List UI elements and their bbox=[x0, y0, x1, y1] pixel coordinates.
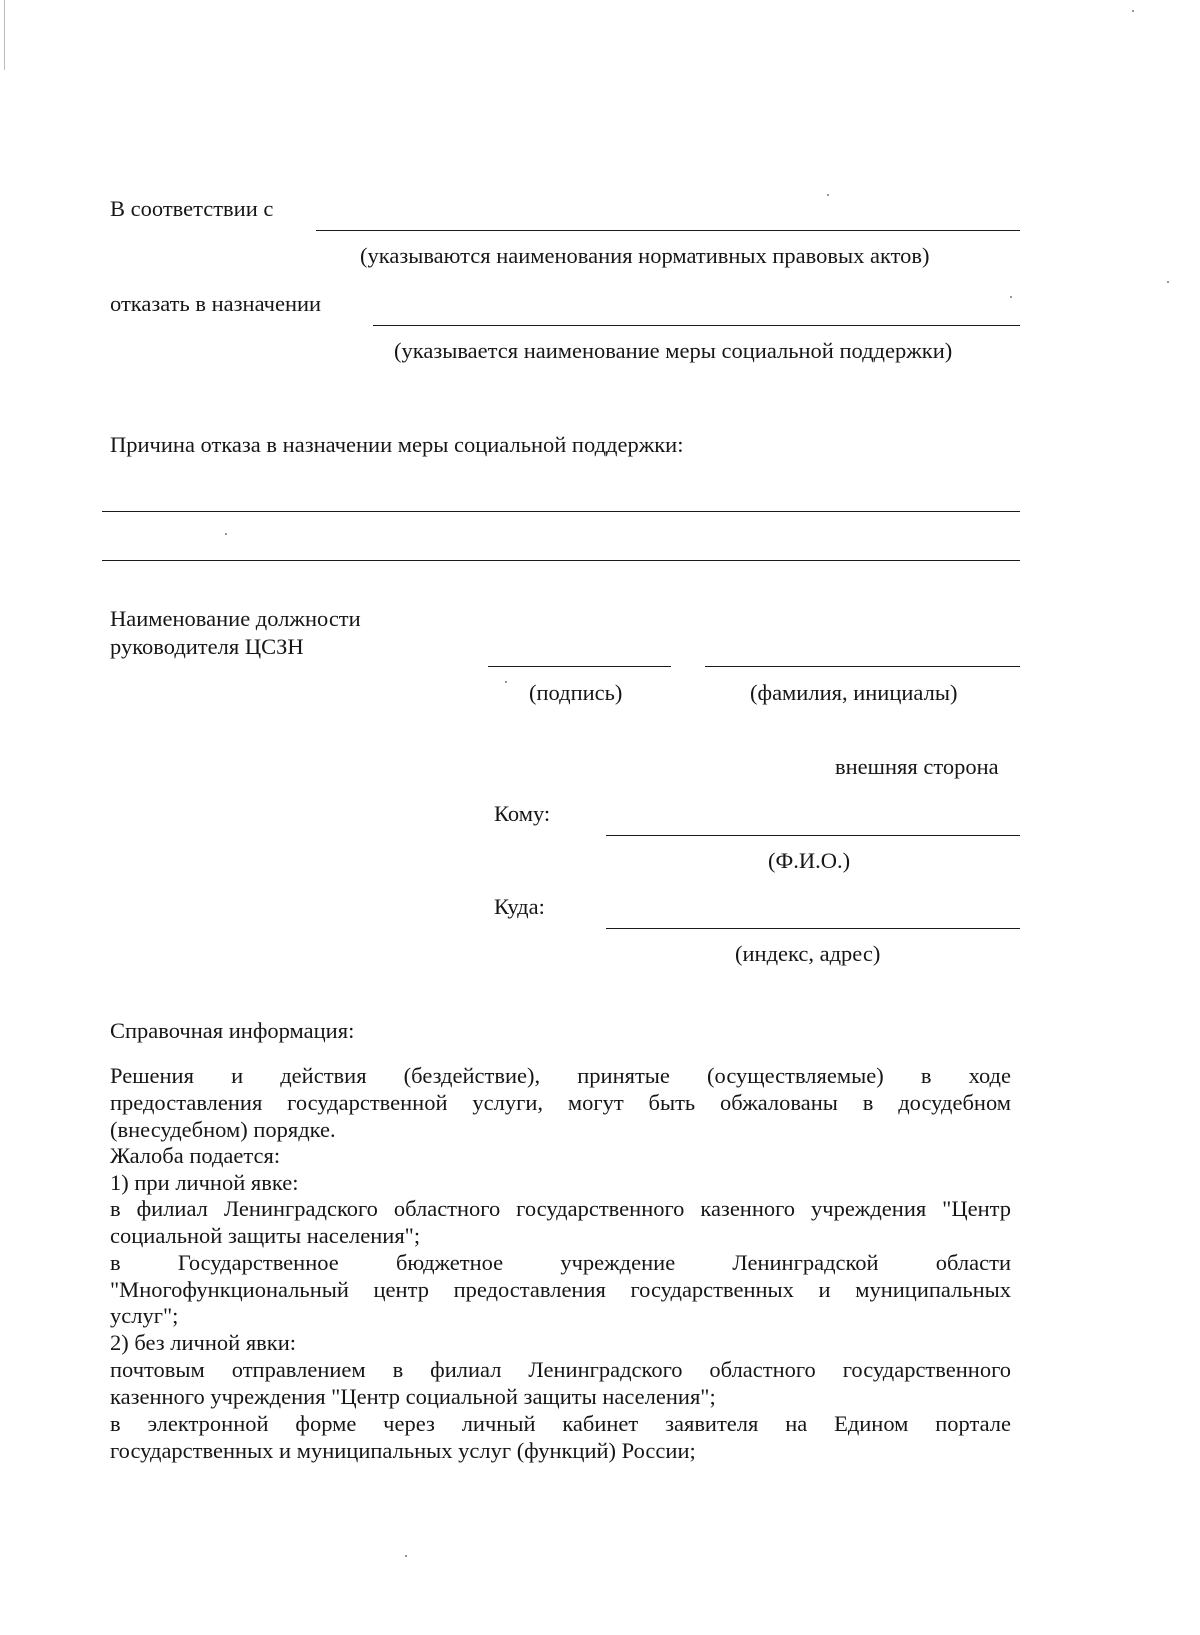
reason-blank-line-1[interactable] bbox=[102, 511, 1020, 512]
reference-title: Справочная информация: bbox=[110, 1018, 355, 1043]
mfc-line-3: услуг"; bbox=[110, 1303, 179, 1328]
mfc-line-1: в Государственное бюджетное учреждение Ленинградской области bbox=[110, 1250, 1011, 1275]
appeal-paragraph-line-1: Решения и действия (бездействие), принятые (осуществляемые) в ходе bbox=[110, 1063, 1011, 1088]
name-blank-line[interactable] bbox=[705, 666, 1020, 667]
postal-line-1: почтовым отправлением в филиал Ленинградского областного государственного bbox=[110, 1357, 1011, 1382]
accordance-label: В соответствии с bbox=[110, 196, 274, 221]
complaint-submitted-label: Жалоба подается: bbox=[110, 1143, 281, 1168]
remote-label: 2) без личной явки: bbox=[110, 1330, 297, 1355]
recipient-blank-line[interactable] bbox=[606, 835, 1020, 836]
scan-speck bbox=[405, 1555, 407, 1557]
scan-speck bbox=[225, 533, 227, 535]
position-line-2: руководителя ЦСЗН bbox=[110, 634, 304, 659]
refuse-label: отказать в назначении bbox=[110, 291, 322, 316]
measure-hint: (указывается наименование меры социальной поддержки) bbox=[394, 338, 953, 363]
measure-blank-line[interactable] bbox=[373, 325, 1020, 326]
branch-line-1: в филиал Ленинградского областного государственного казенного учреждения "Центр bbox=[110, 1196, 1011, 1221]
reason-blank-line-2[interactable] bbox=[102, 560, 1020, 561]
acts-blank-line[interactable] bbox=[316, 230, 1020, 231]
to-label: Кому: bbox=[494, 801, 551, 826]
scan-speck bbox=[505, 681, 507, 683]
appeal-paragraph-line-3: (внесудебном) порядке. bbox=[110, 1117, 336, 1142]
electronic-line-1: в электронной форме через личный кабинет заявителя на Едином портале bbox=[110, 1411, 1011, 1436]
postal-line-2: казенного учреждения "Центр социальной защиты населения"; bbox=[110, 1384, 716, 1409]
branch-line-2: социальной защиты населения"; bbox=[110, 1223, 421, 1248]
reason-label: Причина отказа в назначении меры социальной поддержки: bbox=[110, 432, 684, 457]
where-label: Куда: bbox=[494, 894, 545, 919]
name-hint: (фамилия, инициалы) bbox=[750, 680, 958, 705]
appeal-paragraph-line-2: предоставления государственной услуги, могут быть обжалованы в досудебном bbox=[110, 1090, 1011, 1115]
signature-blank-line[interactable] bbox=[488, 666, 671, 667]
signature-hint: (подпись) bbox=[529, 680, 623, 705]
scan-speck bbox=[827, 194, 829, 196]
scan-edge-mark bbox=[4, 0, 5, 70]
acts-hint: (указываются наименования нормативных правовых актов) bbox=[360, 243, 930, 268]
address-hint: (индекс, адрес) bbox=[735, 941, 881, 966]
in-person-label: 1) при личной явке: bbox=[110, 1170, 299, 1195]
fio-hint: (Ф.И.О.) bbox=[768, 848, 851, 873]
scan-speck bbox=[1132, 10, 1134, 12]
electronic-line-2: государственных и муниципальных услуг (функций) России; bbox=[110, 1438, 696, 1463]
mfc-line-2: "Многофункциональный центр предоставления государственных и муниципальных bbox=[110, 1277, 1011, 1302]
position-line-1: Наименование должности bbox=[110, 606, 361, 631]
scan-speck bbox=[1010, 296, 1012, 298]
address-blank-line[interactable] bbox=[606, 928, 1020, 929]
outer-side-label: внешняя сторона bbox=[835, 754, 999, 779]
scan-speck bbox=[1167, 281, 1169, 283]
